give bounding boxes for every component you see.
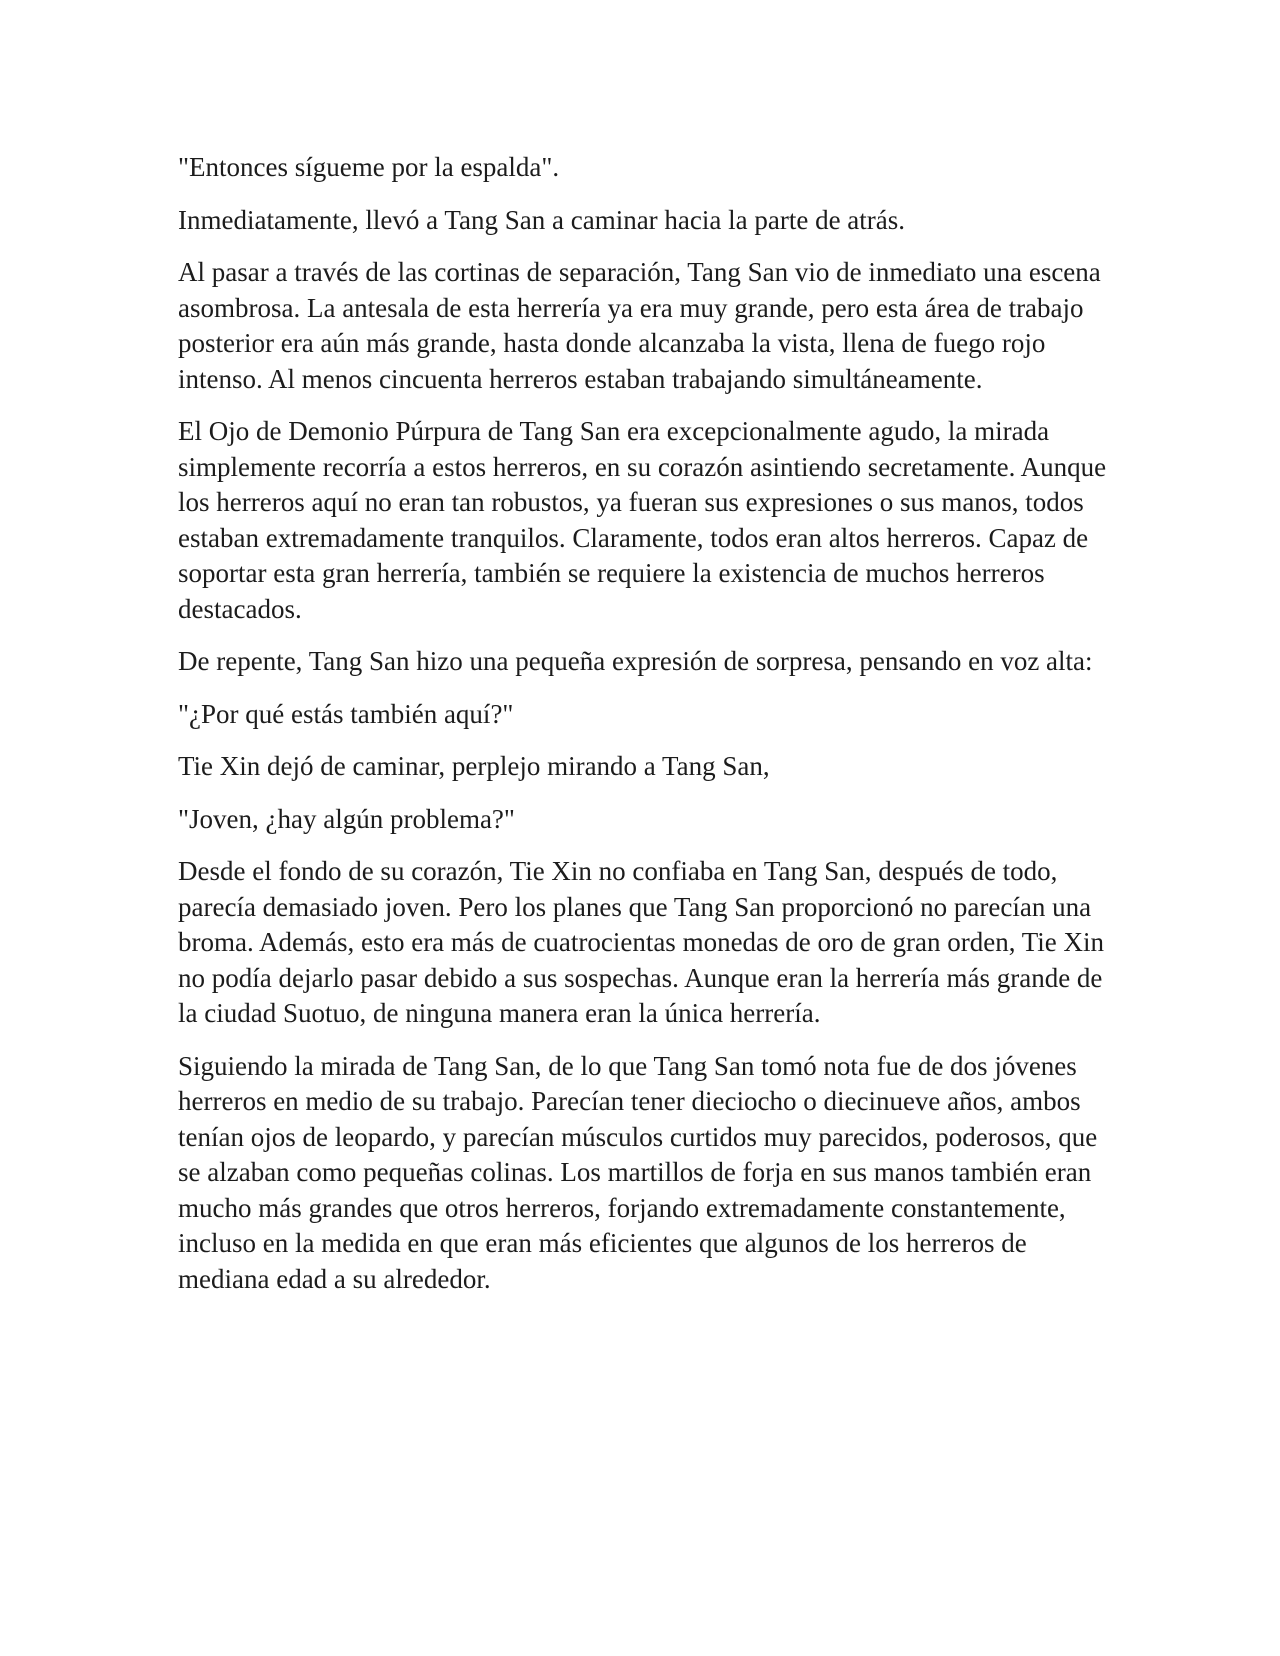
paragraph: Desde el fondo de su corazón, Tie Xin no confiaba en Tang San, después de todo, parecía demasiado joven. Pero los planes que Tang San proporcionó no parecían una broma. Además, esto era más de cuatrocientas monedas de oro de gran orden, Tie Xin no podía dejarlo pasar debido a sus sospechas. Aunque eran la herrería más grande de la ciudad Suotuo, de ninguna manera eran la única herrería. <box>178 856 1104 1028</box>
paragraph: De repente, Tang San hizo una pequeña expresión de sorpresa, pensando en voz alta: <box>178 646 1093 676</box>
paragraph: "Joven, ¿hay algún problema?" <box>178 803 515 834</box>
paragraph: Al pasar a través de las cortinas de separación, Tang San vio de inmediato una escena asombrosa. La antesala de esta herrería ya era muy grande, pero esta área de trabajo posterior era aún más grande, hasta donde alcanzaba la vista, llena de fuego rojo intenso. Al menos cincuenta herreros estaban trabajando simultáneamente. <box>178 257 1101 394</box>
paragraph: Inmediatamente, llevó a Tang San a caminar hacia la parte de atrás. <box>178 204 906 235</box>
paragraph: Tie Xin dejó de caminar, perplejo mirando a Tang San, <box>178 751 770 781</box>
paragraph: "Entonces sígueme por la espalda". <box>178 152 560 182</box>
paragraph: "¿Por qué estás también aquí?" <box>178 698 514 729</box>
paragraph: Siguiendo la mirada de Tang San, de lo que Tang San tomó nota fue de dos jóvenes herreros en medio de su trabajo. Parecían tener dieciocho o diecinueve años, ambos tenían ojos de leopardo, y parecían músculos curtidos muy parecidos, poderosos, que se alzaban como pequeñas colinas. Los martillos de forja en sus manos también eran mucho más grandes que otros herreros, forjando extremadamente constantemente, incluso en la medida en que eran más eficientes que algunos de los herreros de mediana edad a su alrededor. <box>178 1050 1098 1294</box>
document-body <box>178 150 1108 1314</box>
paragraph: El Ojo de Demonio Púrpura de Tang San era excepcionalmente agudo, la mirada simplemente recorría a estos herreros, en su corazón asintiendo secretamente. Aunque los herreros aquí no eran tan robustos, ya fueran sus expresiones o sus manos, todos estaban extremadamente tranquilos. Claramente, todos eran altos herreros. Capaz de soportar esta gran herrería, también se requiere la existencia de muchos herreros destacados. <box>178 416 1107 624</box>
